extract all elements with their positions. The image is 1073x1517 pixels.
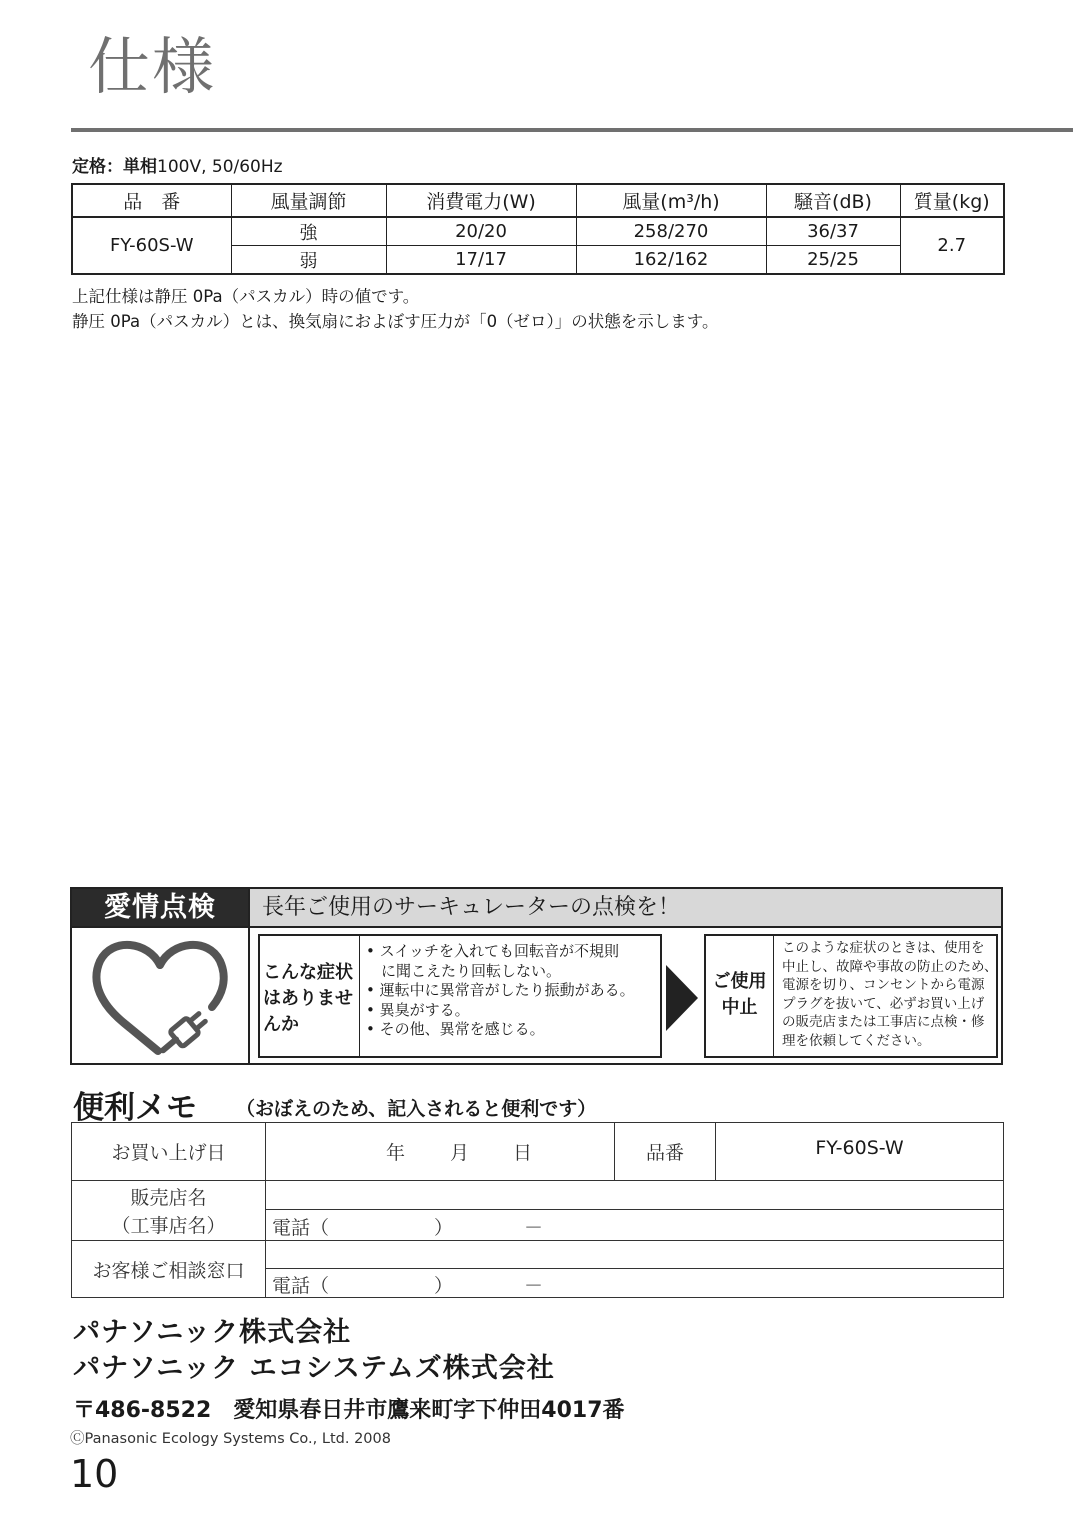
memo-title: 便利メモ	[73, 1090, 197, 1126]
list-item: • スイッチを入れても回転音が不規則	[366, 942, 620, 960]
model-value: FY-60S-W	[815, 1137, 904, 1159]
phone-label: 電話（	[272, 1217, 330, 1239]
consult-label: お客様ご相談窓口	[92, 1260, 245, 1282]
grid-line	[265, 1209, 1003, 1210]
spec-noise-cell: 25/25	[766, 246, 900, 275]
symptom-box	[258, 934, 662, 1058]
header-mass: 質量(kg)	[900, 184, 1004, 217]
list-item: に聞こえたり回転しない。	[366, 961, 562, 980]
spec-notes	[72, 284, 719, 334]
list-item: • その他、異常を感じる。	[366, 1020, 545, 1038]
note-line: 上記仕様は静圧 0Pa（パスカル）時の値です。	[72, 287, 420, 306]
stop-use-box	[704, 934, 998, 1058]
month-label: 月	[450, 1142, 470, 1164]
spec-power-cell: 17/17	[386, 246, 576, 275]
phone-paren: ）	[434, 1275, 454, 1297]
page-number: 10	[70, 1452, 119, 1496]
symptom-list	[366, 942, 662, 1040]
spec-noise-cell: 36/37	[766, 217, 900, 246]
spec-row-strong	[72, 217, 1004, 246]
spec-level-cell: 強	[231, 217, 386, 246]
title-divider	[71, 128, 1073, 132]
day-label: 日	[513, 1142, 533, 1164]
copyright: ⒸPanasonic Ecology Systems Co., Ltd. 2008	[70, 1431, 391, 1447]
stop-text-line: プラグを抜いて、必ずお買い上げ	[782, 995, 985, 1012]
stop-use-text	[782, 939, 996, 1050]
phone-dash: －	[524, 1275, 544, 1297]
model-label: 品番	[645, 1142, 684, 1164]
memo-table	[71, 1122, 1004, 1298]
dealer-label: 販売店名	[130, 1187, 207, 1209]
page-title: 仕様	[88, 30, 217, 103]
header-airflow: 風量(m³/h)	[576, 184, 766, 217]
heart-plug-icon	[90, 935, 230, 1061]
stop-use-label-line: 中止	[721, 997, 758, 1018]
stop-text-line: 電源を切り、コンセントから電源	[782, 977, 985, 993]
stop-text-line: このような症状のときは、使用を	[782, 940, 985, 956]
stop-use-label	[706, 936, 774, 1056]
list-item: • 異臭がする。	[366, 1000, 470, 1019]
spec-table	[71, 183, 1005, 275]
spec-header-row	[72, 184, 1004, 217]
stop-text-line: 中止し、故障や事故の防止のため、	[782, 958, 998, 975]
care-divider	[72, 926, 1001, 928]
memo-subtitle: （おぼえのため、記入されると便利です）	[236, 1098, 597, 1120]
spec-airflow-cell: 162/162	[576, 246, 766, 275]
rating-label: 定格：単相	[72, 157, 157, 177]
care-inspection-box	[70, 887, 1003, 1065]
header-power: 消費電力(W)	[386, 184, 576, 217]
grid-line	[265, 1123, 266, 1297]
care-divider	[248, 926, 250, 1063]
care-heading: 長年ご使用のサーキュレーターの点検を！	[248, 889, 1001, 926]
rating-line	[72, 152, 283, 177]
spec-airflow-cell: 258/270	[576, 217, 766, 246]
stop-text-line: の販売店または工事店に点検・修	[782, 1014, 985, 1030]
stop-text-line: 理を依頼してください。	[782, 1032, 931, 1049]
arrow-right-icon	[666, 965, 698, 1031]
spec-level-cell: 弱	[231, 246, 386, 275]
phone-paren: ）	[434, 1217, 454, 1239]
year-label: 年	[386, 1142, 406, 1164]
note-line: 静圧 0Pa（パスカル）とは、換気扇におよぼす圧力が「0（ゼロ）」の状態を示します。	[72, 312, 719, 331]
header-model: 品 番	[72, 184, 231, 217]
header-noise: 騒音(dB)	[766, 184, 900, 217]
phone-dash: －	[524, 1217, 544, 1239]
company-address: 〒486-8522 愛知県春日井市鷹来町字下仲田4017番	[73, 1398, 625, 1423]
symptom-label: こんな症状はありませんか	[260, 936, 360, 1056]
company-name: パナソニック エコシステムズ株式会社	[73, 1353, 555, 1384]
rating-value: 100V, 50/60Hz	[157, 157, 283, 177]
dealer-label: （工事店名）	[111, 1215, 226, 1237]
stop-use-label-line: ご使用	[712, 971, 767, 992]
spec-mass-cell: 2.7	[900, 217, 1004, 274]
grid-line	[265, 1268, 1003, 1269]
care-badge: 愛情点検	[72, 889, 248, 926]
phone-label: 電話（	[272, 1275, 330, 1297]
company-name: パナソニック株式会社	[73, 1317, 352, 1348]
grid-line	[72, 1180, 1003, 1181]
spec-model-cell: FY-60S-W	[72, 217, 231, 274]
list-item: • 運転中に異常音がしたり振動がある。	[366, 981, 635, 999]
header-airflow-control: 風量調節	[231, 184, 386, 217]
spec-power-cell: 20/20	[386, 217, 576, 246]
grid-line	[72, 1240, 1003, 1241]
purchase-date-label: お買い上げ日	[111, 1142, 226, 1164]
